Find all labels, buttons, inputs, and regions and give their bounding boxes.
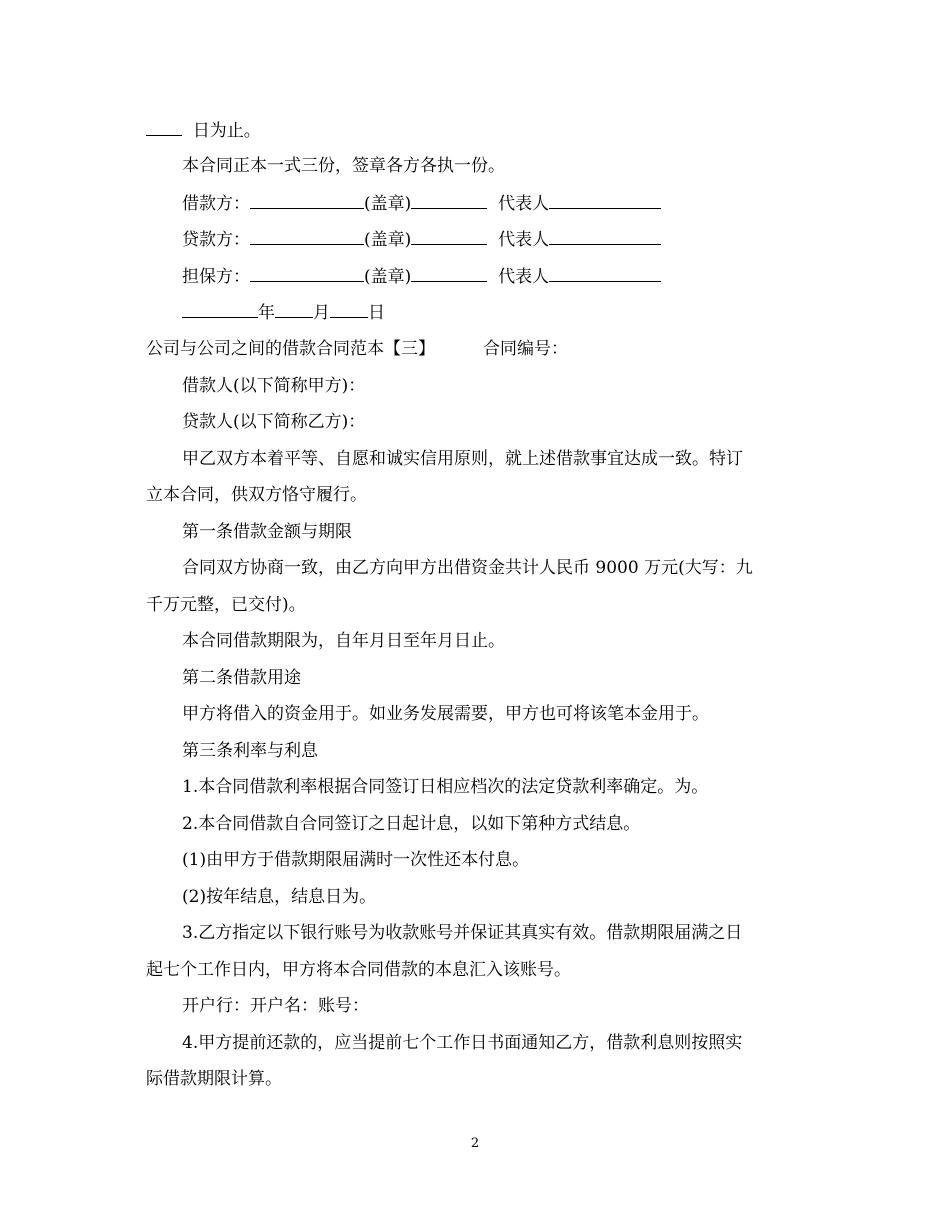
blank-underline xyxy=(411,228,487,245)
article3-item2: 2.本合同借款自合同签订之日起计息，以如下第种方式结息。 xyxy=(182,814,641,834)
blank-underline xyxy=(250,228,364,245)
article3-item4-line1: 4.甲方提前还款的，应当提前七个工作日书面通知乙方，借款利息则按照实 xyxy=(182,1033,743,1053)
signature-row-guarantor xyxy=(182,265,661,288)
article1-p2: 本合同借款期限为，自年月日至年月日止。 xyxy=(182,631,505,651)
page-number: 2 xyxy=(470,1136,480,1151)
date-line xyxy=(182,301,385,324)
copies-note: 本合同正本一式三份，签章各方各执一份。 xyxy=(182,156,505,176)
party-label: 担保方： xyxy=(182,267,250,287)
blank-underline xyxy=(549,192,661,209)
article3-item1: 1.本合同借款利率根据合同签订日相应档次的法定贷款利率确定。为。 xyxy=(182,777,709,797)
blank-underline xyxy=(146,119,182,136)
article3-item4-line2: 际借款期限计算。 xyxy=(146,1069,282,1089)
article1-p1-line1: 合同双方协商一致，由乙方向甲方出借资金共计人民币 9000 万元(大写：九 xyxy=(182,558,753,578)
rep-label: 代表人 xyxy=(498,230,550,250)
section-title: 公司与公司之间的借款合同范本【三】 xyxy=(146,339,435,359)
blank-underline xyxy=(549,265,661,282)
party-label: 借款方： xyxy=(182,194,250,214)
article2-title: 第二条借款用途 xyxy=(182,668,301,688)
lender-label: 贷款人(以下简称乙方)： xyxy=(182,412,366,432)
contract-no-label: 合同编号： xyxy=(483,339,568,359)
party-label: 贷款方： xyxy=(182,230,250,250)
article3-item2a: (1)由甲方于借款期限届满时一次性还本付息。 xyxy=(182,850,530,870)
blank-underline xyxy=(182,301,258,318)
blank-underline xyxy=(411,265,487,282)
borrower-label: 借款人(以下简称甲方)： xyxy=(182,376,366,396)
article3-item3-line2: 起七个工作日内，甲方将本合同借款的本息汇入该账号。 xyxy=(146,960,571,980)
article3-item3-line1: 3.乙方指定以下银行账号为收款账号并保证其真实有效。借款期限届满之日 xyxy=(182,923,743,943)
article2-p1: 甲方将借入的资金用于。如业务发展需要，甲方也可将该笔本金用于。 xyxy=(182,704,709,724)
date-end-line xyxy=(146,119,261,142)
seal-label: (盖章) xyxy=(364,267,412,287)
seal-label: (盖章) xyxy=(364,230,412,250)
date-end-text: 日为止。 xyxy=(192,121,261,141)
blank-underline xyxy=(330,301,368,318)
rep-label: 代表人 xyxy=(498,194,550,214)
month-label: 月 xyxy=(313,303,330,323)
year-label: 年 xyxy=(258,303,275,323)
bank-info: 开户行：开户名：账号： xyxy=(182,996,369,1016)
article3-item2b: (2)按年结息，结息日为。 xyxy=(182,887,377,907)
blank-underline xyxy=(549,228,661,245)
signature-row-lender xyxy=(182,228,661,251)
rep-label: 代表人 xyxy=(498,267,550,287)
seal-label: (盖章) xyxy=(364,194,412,214)
article1-p1-line2: 千万元整，已交付)。 xyxy=(146,595,306,615)
blank-underline xyxy=(275,301,313,318)
intro-line-2: 立本合同，供双方恪守履行。 xyxy=(146,485,367,505)
blank-underline xyxy=(250,265,364,282)
section-heading xyxy=(146,338,568,360)
intro-line-1: 甲乙双方本着平等、自愿和诚实信用原则，就上述借款事宜达成一致。特订 xyxy=(182,449,743,469)
blank-underline xyxy=(250,192,364,209)
blank-underline xyxy=(411,192,487,209)
signature-row-borrower xyxy=(182,192,661,215)
day-label: 日 xyxy=(368,303,385,323)
article3-title: 第三条利率与利息 xyxy=(182,741,318,761)
article1-title: 第一条借款金额与期限 xyxy=(182,522,352,542)
